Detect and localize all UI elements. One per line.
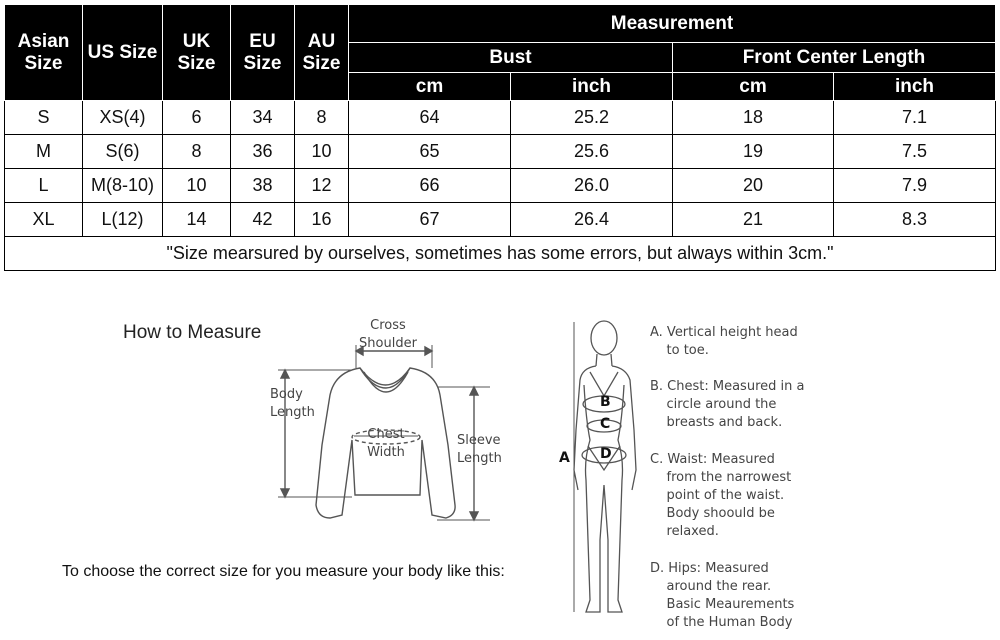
letter-c-label: C xyxy=(600,416,611,432)
header-front-center-length: Front Center Length xyxy=(673,43,996,73)
letter-b-label: B xyxy=(600,394,611,410)
table-note: "Size mearsured by ourselves, sometimes has some errors, but always within 3cm." xyxy=(5,237,996,271)
header-bust: Bust xyxy=(349,43,673,73)
letter-a-label: A xyxy=(559,450,570,466)
header-us-size: US Size xyxy=(83,5,163,101)
table-cell: S(6) xyxy=(83,135,163,169)
table-cell: 36 xyxy=(231,135,295,169)
table-cell: 25.6 xyxy=(511,135,673,169)
table-cell: 16 xyxy=(295,203,349,237)
header-bust-cm: cm xyxy=(349,73,511,101)
header-bust-inch: inch xyxy=(511,73,673,101)
table-cell: 25.2 xyxy=(511,101,673,135)
header-eu-size: EU Size xyxy=(231,5,295,101)
how-to-measure-title: How to Measure xyxy=(123,322,262,343)
table-cell: 8 xyxy=(295,101,349,135)
table-cell: 18 xyxy=(673,101,834,135)
table-cell: 7.1 xyxy=(834,101,996,135)
table-cell: 26.4 xyxy=(511,203,673,237)
table-cell: 66 xyxy=(349,169,511,203)
neckline xyxy=(364,372,408,392)
legend-a: A. Vertical height head to toe. xyxy=(650,325,798,358)
sleeve-length-label: Sleeve Length xyxy=(457,433,502,466)
table-cell: 34 xyxy=(231,101,295,135)
table-cell: 6 xyxy=(163,101,231,135)
table-cell: 14 xyxy=(163,203,231,237)
table-cell: L(12) xyxy=(83,203,163,237)
table-cell: 26.0 xyxy=(511,169,673,203)
table-cell: 21 xyxy=(673,203,834,237)
header-length-cm: cm xyxy=(673,73,834,101)
letter-d-label: D xyxy=(600,446,612,462)
table-cell: S xyxy=(5,101,83,135)
table-cell: M(8-10) xyxy=(83,169,163,203)
table-cell: XS(4) xyxy=(83,101,163,135)
body-figure xyxy=(574,321,636,612)
table-cell: 19 xyxy=(673,135,834,169)
body-length-label: Body Length xyxy=(270,387,315,420)
table-cell: 12 xyxy=(295,169,349,203)
table-cell: 8 xyxy=(163,135,231,169)
header-length-inch: inch xyxy=(834,73,996,101)
table-cell: 64 xyxy=(349,101,511,135)
header-measurement: Measurement xyxy=(349,5,996,43)
chest-width-label: Chest Width xyxy=(367,427,405,460)
table-cell: 10 xyxy=(163,169,231,203)
table-cell: M xyxy=(5,135,83,169)
table-cell: 7.9 xyxy=(834,169,996,203)
table-cell: L xyxy=(5,169,83,203)
table-cell: 38 xyxy=(231,169,295,203)
legend-d: D. Hips: Measured around the rear. Basic Meaurements of the Human Body xyxy=(650,561,795,630)
legend-b: B. Chest: Measured in a circle around the breasts and back. xyxy=(650,379,805,430)
head-outline xyxy=(591,321,617,355)
cross-shoulder-label: Cross Shoulder xyxy=(359,318,417,351)
table-cell: 65 xyxy=(349,135,511,169)
header-asian-size: Asian Size xyxy=(5,5,83,101)
legend-c: C. Waist: Measured from the narrowest point of the waist. Body shoould be relaxed. xyxy=(650,452,792,539)
header-uk-size: UK Size xyxy=(163,5,231,101)
table-cell: 67 xyxy=(349,203,511,237)
table-cell: 10 xyxy=(295,135,349,169)
header-au-size: AU Size xyxy=(295,5,349,101)
table-cell: 20 xyxy=(673,169,834,203)
measure-instruction: To choose the correct size for you measure your body like this: xyxy=(62,563,505,580)
table-cell: XL xyxy=(5,203,83,237)
table-cell: 7.5 xyxy=(834,135,996,169)
table-cell: 42 xyxy=(231,203,295,237)
table-cell: 8.3 xyxy=(834,203,996,237)
